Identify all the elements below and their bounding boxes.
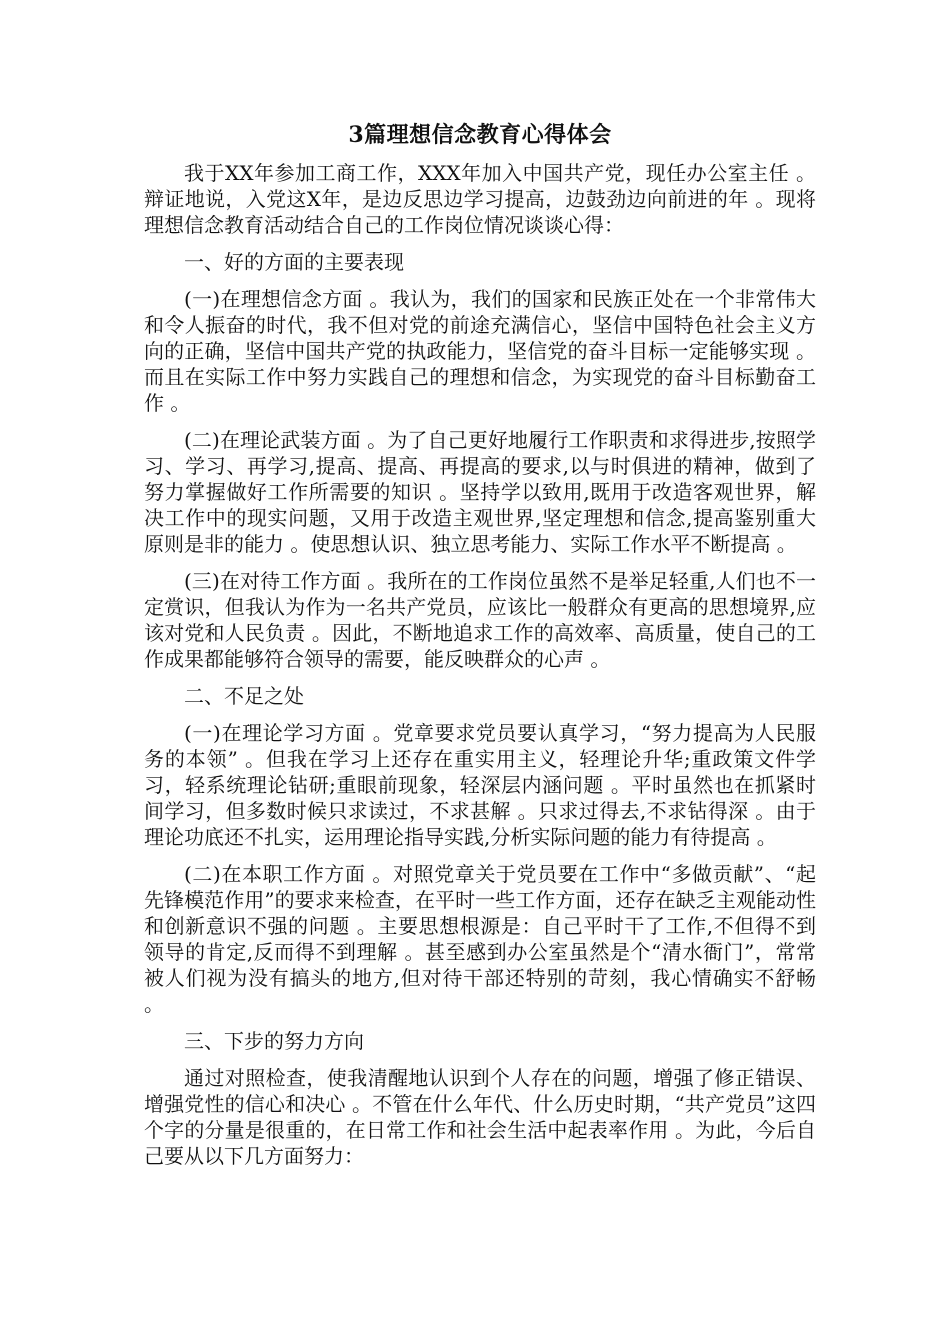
section-heading-next-steps: 三、下步的努力方向	[184, 1029, 364, 1053]
section-heading-strengths: 一、好的方面的主要表现	[184, 250, 404, 274]
section-heading-shortcomings: 二、不足之处	[184, 684, 304, 708]
paragraph-theory: (二)在理论武装方面 。为了自己更好地履行工作职责和求得进步,按照学习、学习、再学习,提高、提高、再提高的要求,以与时俱进的精神，做到了努力掌握做好工作所需要的知识 。坚持学以致用,既用于改造客观世界，解决工作中的现实问题，又用于改造主观世界,坚定理想和信念,提高鉴别重大原则是非的能力 。使思想认识、独立思考能力、实际工作水平不断提高 。	[144, 428, 816, 556]
paragraph-work-attitude: (三)在对待工作方面 。我所在的工作岗位虽然不是举足轻重,人们也不一定赏识，但我认为作为一名共产党员，应该比一般群众有更高的思想境界,应该对党和人民负责 。因此，不断地追求工作的高效率、高质量，使自己的工作成果都能够符合领导的需要，能反映群众的心声 。	[144, 569, 816, 671]
paragraph-duties: (二)在本职工作方面 。对照党章关于党员要在工作中“多做贡献”、“起先锋模范作用”的要求来检查，在平时一些工作方面，还存在缺乏主观能动性和创新意识不强的问题 。主要思想根源是：自己平时干了工作,不但得不到领导的肯定,反而得不到理解 。甚至感到办公室虽然是个“清水衙门”，常常被人们视为没有搞头的地方,但对待干部还特别的苛刻，我心情确实不舒畅 。	[144, 862, 816, 1016]
document-title: 3篇理想信念教育心得体会	[348, 122, 612, 148]
paragraph-study: (一)在理论学习方面 。党章要求党员要认真学习，“努力提高为人民服务的本领” 。但我在学习上还存在重实用主义，轻理论升华;重政策文件学习，轻系统理论钻研;重眼前现象，轻深层内涵问题 。平时虽然也在抓紧时间学习，但多数时候只求读过，不求甚解 。只求过得去,不求钻得深 。由于理论功底还不扎实，运用理论指导实践,分析实际问题的能力有待提高 。	[144, 721, 816, 849]
document-page	[144, 120, 816, 1180]
paragraph-ideals: (一)在理想信念方面 。我认为，我们的国家和民族正处在一个非常伟大和令人振奋的时代，我不但对党的前途充满信心，坚信中国特色社会主义方向的正确，坚信中国共产党的执政能力，坚信党的奋斗目标一定能够实现 。而且在实际工作中努力实践自己的理想和信念，为实现党的奋斗目标勤奋工作 。	[144, 287, 816, 415]
intro-paragraph: 我于XX年参加工商工作，XXX年加入中国共产党，现任办公室主任 。辩证地说，入党这X年，是边反思边学习提高，边鼓劲边向前进的年 。现将理想信念教育活动结合自己的工作岗位情况谈谈心得：	[144, 161, 816, 237]
paragraph-reflection: 通过对照检查，使我清醒地认识到个人存在的问题，增强了修正错误、增强党性的信心和决心 。不管在什么年代、什么历史时期，“共产党员”这四个字的分量是很重的，在日常工作和社会生活中起表率作用 。为此，今后自己要从以下几方面努力：	[144, 1066, 816, 1168]
